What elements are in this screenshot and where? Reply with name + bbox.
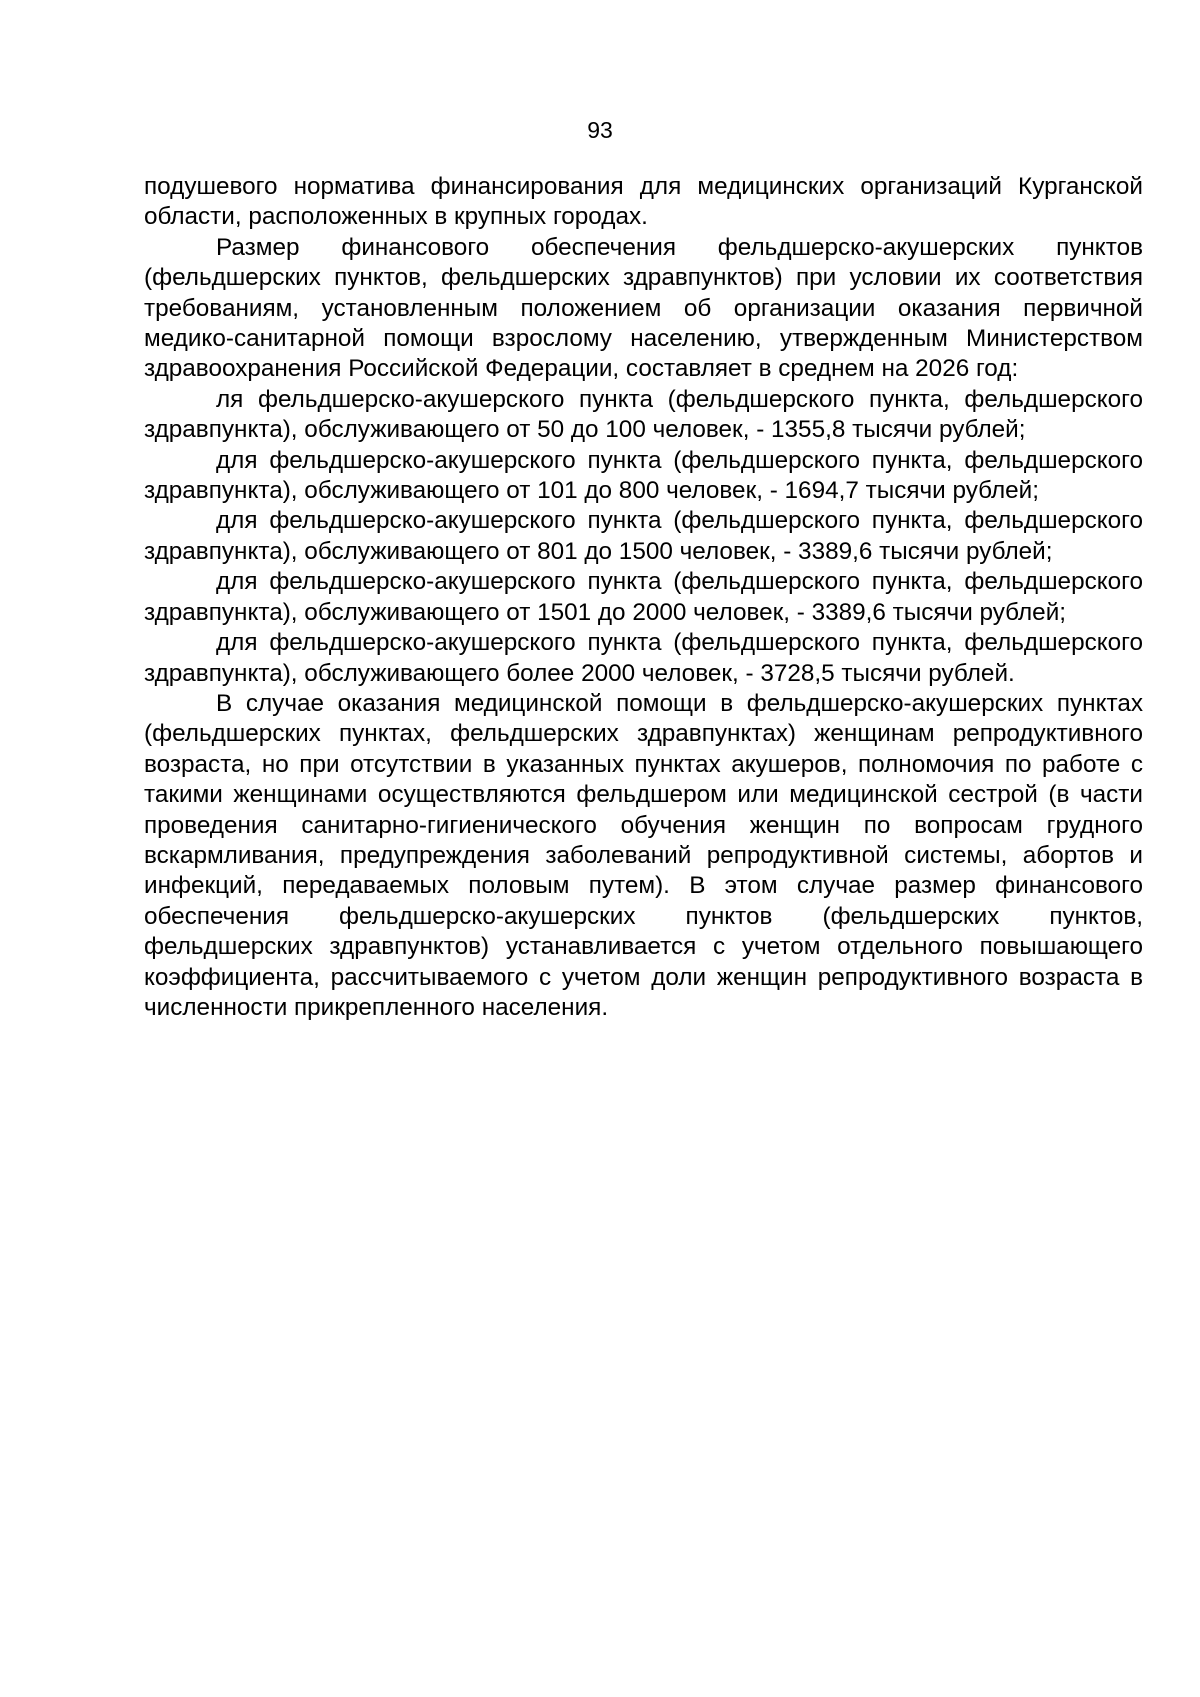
document-body [144,172,1143,1023]
list-item-50-100: ля фельдшерско-акушерского пункта (фельдшерского пункта, фельдшерского здравпункта), обслуживающего от 50 до 100 человек, - 1355,8 тысячи рублей; [144,385,1143,444]
page-number: 93 [587,117,613,143]
paragraph-funding-size: Размер финансового обеспечения фельдшерско-акушерских пунктов (фельдшерских пунктов, фельдшерских здравпунктов) при условии их соответствия требованиям, установленным положением об организации оказания первичной медико-санитарной помощи взрослому населению, утвержденным Министерством здравоохранения Российской Федерации, составляет в среднем на 2026 год: [144,233,1143,383]
paragraph-continuation: подушевого норматива финансирования для медицинских организаций Курганской области, расположенных в крупных городах. [144,173,1143,231]
list-item-101-800: для фельдшерско-акушерского пункта (фельдшерского пункта, фельдшерского здравпункта), обслуживающего от 101 до 800 человек, - 1694,7 тысячи рублей; [144,446,1143,505]
list-item-over-2000: для фельдшерско-акушерского пункта (фельдшерского пункта, фельдшерского здравпункта), обслуживающего более 2000 человек, - 3728,5 тысячи рублей. [144,629,1143,687]
paragraph-women-reproductive-age: В случае оказания медицинской помощи в фельдшерско-акушерских пунктах (фельдшерских пунктах, фельдшерских здравпунктах) женщинам репродуктивного возраста, но при отсутствии в указанных пунктах акушеров, полномочия по работе с такими женщинами осуществляются фельдшером или медицинской сестрой (в части проведения санитарно-гигиенического обучения женщин по вопросам грудного вскармливания, предупреждения заболеваний репродуктивной системы, абортов и инфекций, передаваемых половым путем). В этом случае размер финансового обеспечения фельдшерско-акушерских пунктов (фельдшерских пунктов, фельдшерских здравпунктов) устанавливается с учетом отдельного повышающего коэффициента, рассчитываемого с учетом доли женщин репродуктивного возраста в численности прикрепленного населения. [144,689,1143,1021]
list-item-1501-2000: для фельдшерско-акушерского пункта (фельдшерского пункта, фельдшерского здравпункта), обслуживающего от 1501 до 2000 человек, - 3389,6 тысячи рублей; [144,568,1143,626]
list-item-801-1500: для фельдшерско-акушерского пункта (фельдшерского пункта, фельдшерского здравпункта), обслуживающего от 801 до 1500 человек, - 3389,6 тысячи рублей; [144,507,1143,565]
